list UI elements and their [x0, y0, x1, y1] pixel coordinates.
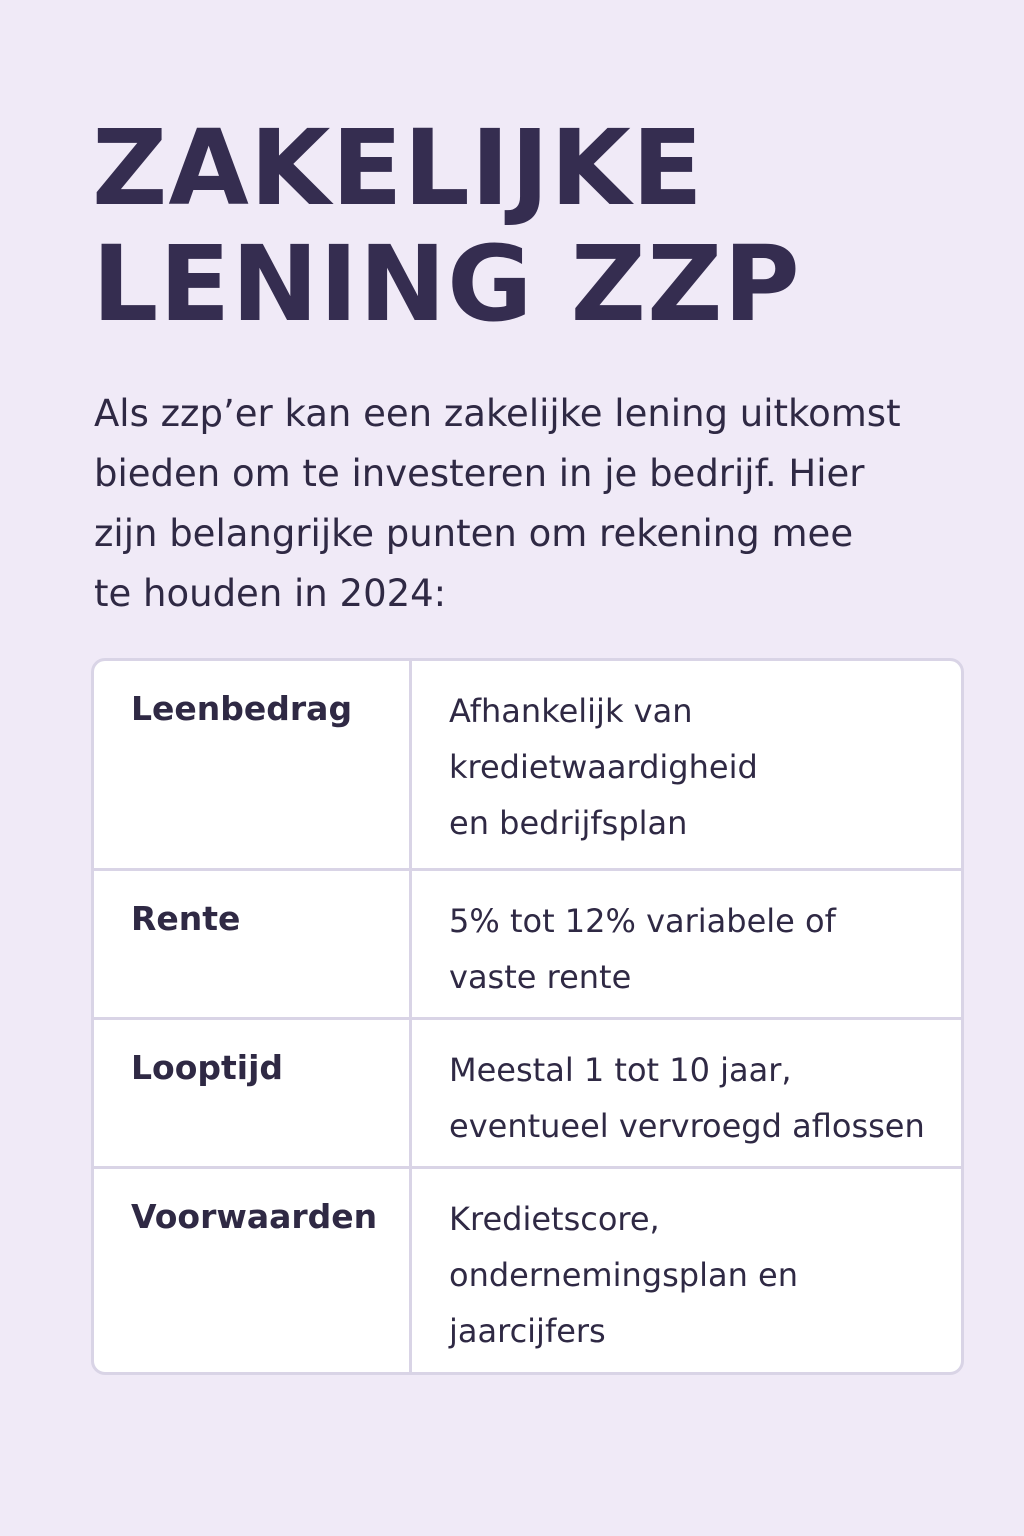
- intro-line: zijn belangrijke punten om rekening mee: [94, 512, 854, 555]
- row-value-line: kredietwaardigheid: [449, 748, 758, 786]
- loan-info-table: [91, 658, 964, 1375]
- page-title: [92, 107, 801, 345]
- page-title-line: LENING ZZP: [92, 223, 801, 345]
- intro-line: bieden om te investeren in je bedrijf. Hier: [94, 452, 865, 495]
- row-value-line: eventueel vervroegd aflossen: [449, 1107, 925, 1145]
- row-value-line: Kredietscore,: [449, 1200, 660, 1238]
- table-row-voorwaarden: [94, 1169, 961, 1372]
- row-value-line: vaste rente: [449, 958, 632, 996]
- row-value: [412, 661, 961, 868]
- intro-line: Als zzp’er kan een zakelijke lening uitkomst: [94, 392, 901, 435]
- row-value: [412, 1020, 961, 1166]
- row-value-line: 5% tot 12% variabele of: [449, 902, 836, 940]
- row-value-line: jaarcijfers: [449, 1312, 606, 1350]
- row-label: Looptijd: [94, 1020, 412, 1166]
- row-value: [412, 871, 961, 1017]
- table-row-looptijd: [94, 1020, 961, 1169]
- row-value-line: ondernemingsplan en: [449, 1256, 798, 1294]
- row-value-line: Afhankelijk van: [449, 692, 693, 730]
- intro-paragraph: [94, 384, 974, 624]
- row-value: [412, 1169, 961, 1372]
- table-row-rente: [94, 871, 961, 1020]
- row-label: Leenbedrag: [94, 661, 412, 868]
- page-title-line: ZAKELIJKE: [92, 107, 704, 229]
- row-value-line: Meestal 1 tot 10 jaar,: [449, 1051, 792, 1089]
- intro-line: te houden in 2024:: [94, 572, 447, 615]
- row-value-line: en bedrijfsplan: [449, 804, 688, 842]
- table-row-leenbedrag: [94, 661, 961, 871]
- row-label: Voorwaarden: [94, 1169, 412, 1372]
- row-label: Rente: [94, 871, 412, 1017]
